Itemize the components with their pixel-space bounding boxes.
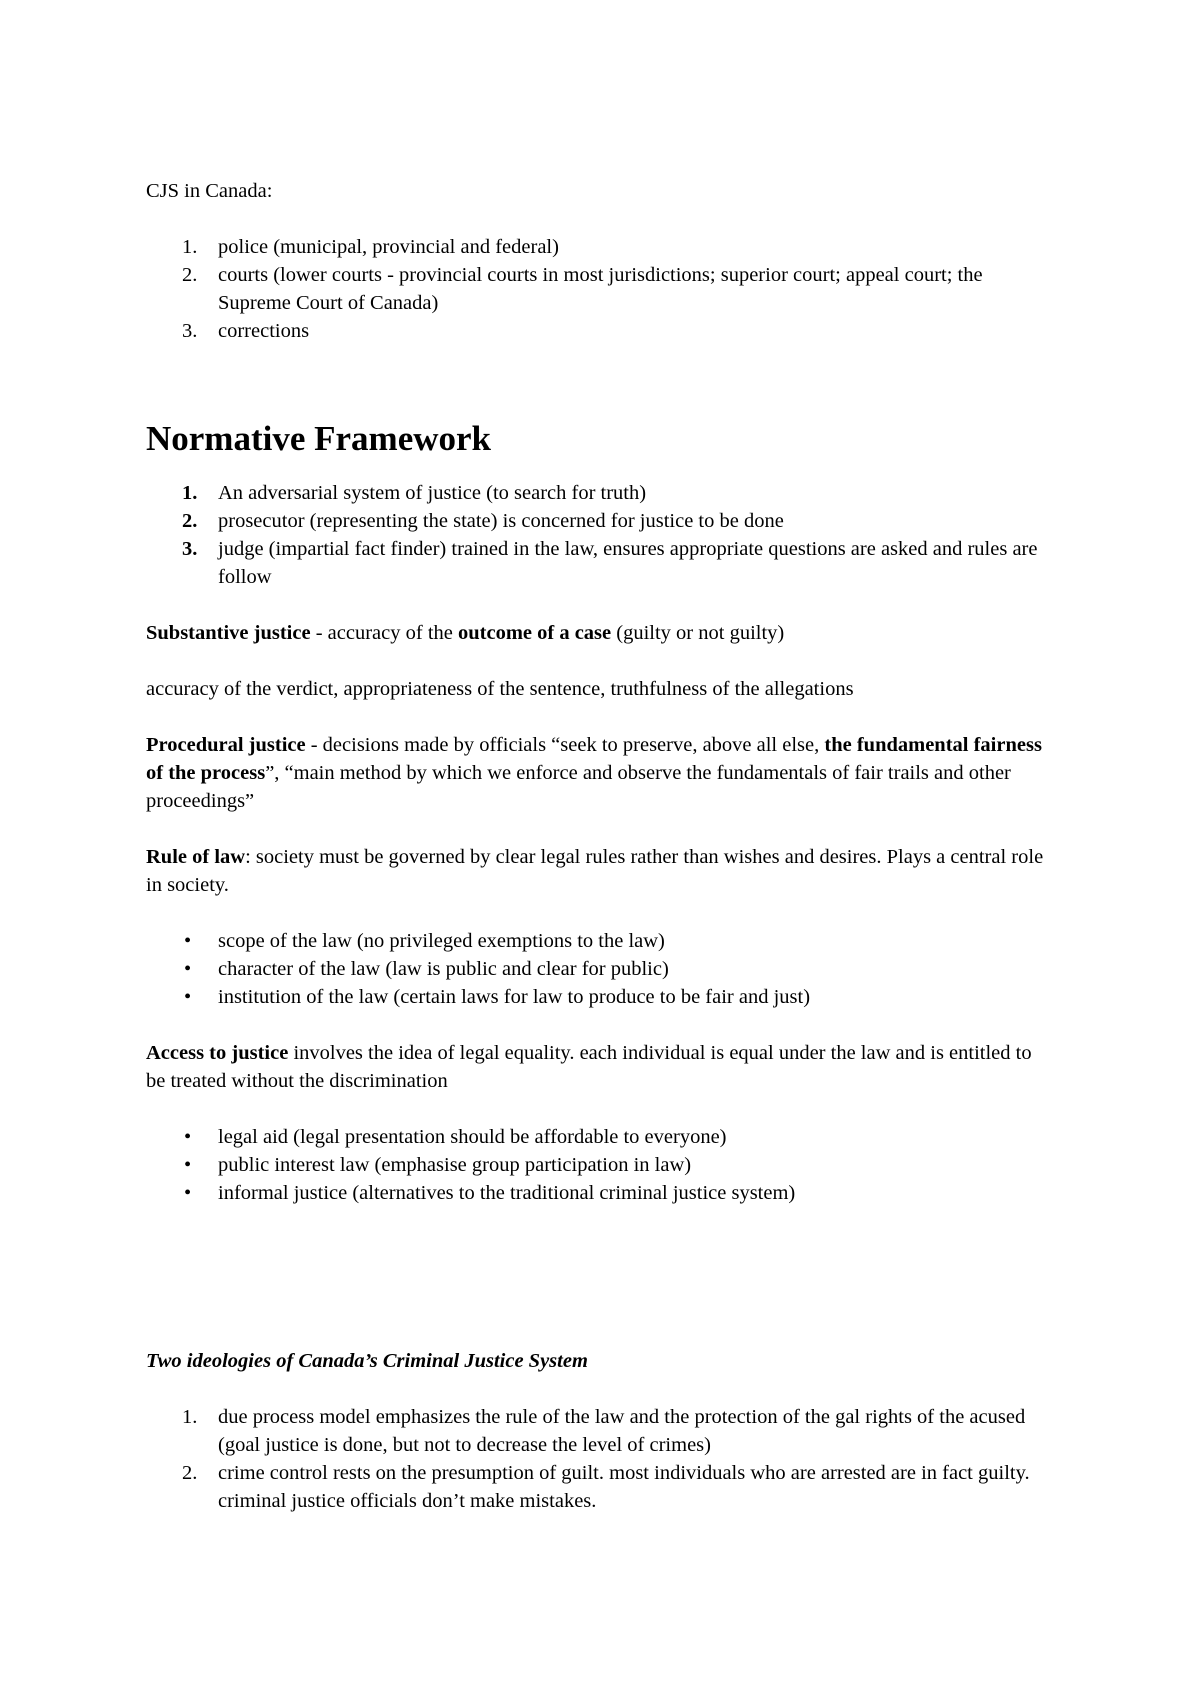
- normative-list: [146, 479, 1056, 591]
- list-item-text: crime control rests on the presumption of guilt. most individuals who are arrested are in fact guilty. criminal justice officials don’t make mistakes.: [218, 1462, 1030, 1512]
- list-number: 1.: [182, 1406, 198, 1428]
- substantive-text: - accuracy of the: [310, 622, 458, 644]
- list-item-text: due process model emphasizes the rule of the law and the protection of the gal rights of the acused (goal justice is done, but not to decrease the level of crimes): [218, 1406, 1026, 1456]
- list-item-text: corrections: [218, 320, 310, 342]
- bullet-icon: •: [184, 1154, 192, 1176]
- access-term: Access to justice: [146, 1042, 289, 1064]
- substantive-emphasis: outcome of a case: [458, 622, 612, 644]
- substantive-tail: (guilty or not guilty): [611, 622, 785, 644]
- list-number: 1.: [182, 236, 198, 258]
- list-item: [146, 1151, 1056, 1179]
- ideologies-list: [146, 1403, 1056, 1515]
- list-number: 1.: [182, 482, 198, 504]
- list-item: [146, 1403, 1056, 1459]
- list-item: [146, 233, 1056, 261]
- procedural-justice-paragraph: [146, 731, 1056, 815]
- list-item: [146, 507, 1056, 535]
- list-item-text: scope of the law (no privileged exemptions to the law): [218, 930, 665, 952]
- bullet-icon: •: [184, 1182, 192, 1204]
- list-item: [146, 479, 1056, 507]
- list-number: 3.: [182, 538, 198, 560]
- list-item-text: public interest law (emphasise group participation in law): [218, 1154, 692, 1176]
- intro-list: [146, 233, 1056, 345]
- list-item-text: An adversarial system of justice (to search for truth): [218, 482, 647, 504]
- list-item-text: courts (lower courts - provincial courts in most jurisdictions; superior court; appeal court; the Supreme Court of Canada): [218, 264, 983, 314]
- procedural-text: - decisions made by officials “seek to preserve, above all else,: [305, 734, 825, 756]
- list-item-text: police (municipal, provincial and federal): [218, 236, 559, 258]
- rule-of-law-list: [146, 927, 1056, 1011]
- access-list: [146, 1123, 1056, 1207]
- procedural-emphasis: the fundamental fairness of the process: [146, 734, 1042, 784]
- list-item: [146, 317, 1056, 345]
- list-item-text: character of the law (law is public and clear for public): [218, 958, 669, 980]
- list-item: [146, 1459, 1056, 1515]
- bullet-icon: •: [184, 930, 192, 952]
- list-item: [146, 1123, 1056, 1151]
- list-item: [146, 983, 1056, 1011]
- rule-of-law-paragraph: [146, 843, 1056, 899]
- list-number: 3.: [182, 320, 198, 342]
- substantive-justice-paragraph: [146, 619, 1056, 647]
- list-item-text: judge (impartial fact finder) trained in the law, ensures appropriate questions are asked and rules are follow: [218, 538, 1038, 588]
- list-item: [146, 1179, 1056, 1207]
- list-item: [146, 535, 1056, 591]
- list-number: 2.: [182, 1462, 198, 1484]
- document-body: [146, 177, 1056, 1515]
- substantive-detail: accuracy of the verdict, appropriateness of the sentence, truthfulness of the allegations: [146, 678, 854, 700]
- list-item: [146, 955, 1056, 983]
- rule-of-law-term: Rule of law: [146, 846, 246, 868]
- list-number: 2.: [182, 264, 198, 286]
- intro-title: CJS in Canada:: [146, 180, 273, 202]
- access-text: involves the idea of legal equality. each individual is equal under the law and is entitled to be treated without the discrimination: [146, 1042, 1032, 1092]
- access-to-justice-paragraph: [146, 1039, 1056, 1095]
- bullet-icon: •: [184, 958, 192, 980]
- bullet-icon: •: [184, 1126, 192, 1148]
- list-item: [146, 261, 1056, 317]
- list-number: 2.: [182, 510, 198, 532]
- normative-heading: Normative Framework: [146, 419, 492, 458]
- list-item: [146, 927, 1056, 955]
- substantive-term: Substantive justice: [146, 622, 311, 644]
- ideologies-heading: Two ideologies of Canada’s Criminal Justice System: [146, 1350, 588, 1372]
- list-item-text: institution of the law (certain laws for law to produce to be fair and just): [218, 986, 811, 1008]
- list-item-text: prosecutor (representing the state) is concerned for justice to be done: [218, 510, 784, 532]
- bullet-icon: •: [184, 986, 192, 1008]
- procedural-tail: ”, “main method by which we enforce and observe the fundamentals of fair trails and other proceedings”: [146, 762, 1011, 812]
- list-item-text: informal justice (alternatives to the traditional criminal justice system): [218, 1182, 796, 1204]
- procedural-term: Procedural justice: [146, 734, 306, 756]
- list-item-text: legal aid (legal presentation should be affordable to everyone): [218, 1126, 727, 1148]
- rule-of-law-text: : society must be governed by clear legal rules rather than wishes and desires. Plays a central role in society.: [146, 846, 1044, 896]
